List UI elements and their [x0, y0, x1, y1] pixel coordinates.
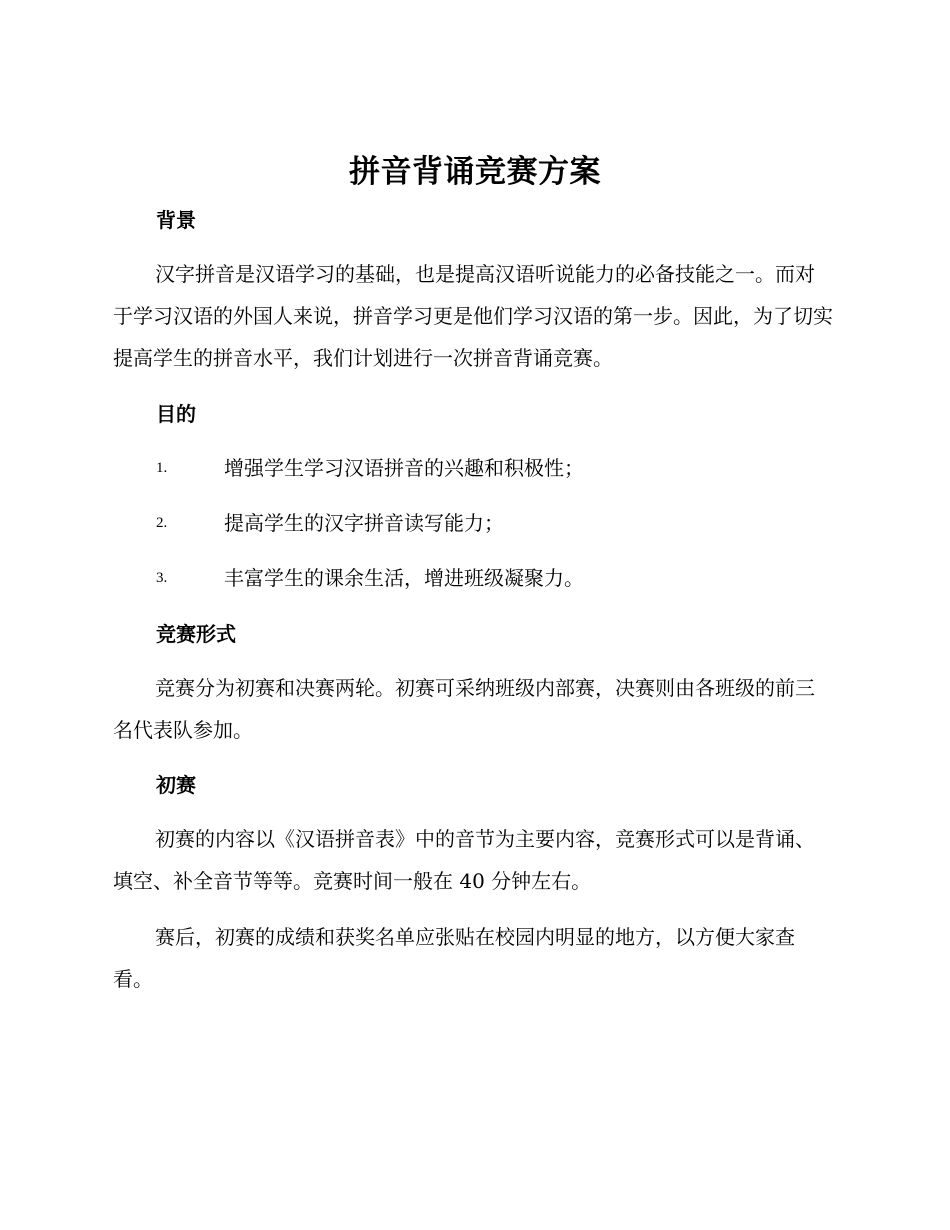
- list-text: 提高学生的汉字拼音读写能力；: [224, 511, 504, 535]
- list-text: 丰富学生的课余生活，增进班级凝聚力。: [224, 566, 584, 590]
- section-heading-background: 背景: [156, 208, 196, 232]
- preliminary-paragraph-1: 初赛的内容以《汉语拼音表》中的音节为主要内容，竞赛形式可以是背诵、填空、补全音节等等。竞赛时间一般在 40 分钟左右。: [113, 827, 815, 893]
- list-text: 增强学生学习汉语拼音的兴趣和积极性；: [224, 456, 584, 480]
- purpose-list-item: [156, 452, 836, 484]
- list-number: 3.: [156, 570, 168, 586]
- list-number: 1.: [156, 460, 168, 476]
- preliminary-paragraph-2: 赛后，初赛的成绩和获奖名单应张贴在校园内明显的地方，以方便大家查看。: [113, 925, 795, 991]
- format-paragraph: 竞赛分为初赛和决赛两轮。初赛可采纳班级内部赛，决赛则由各班级的前三名代表队参加。: [113, 676, 815, 742]
- list-number: 2.: [156, 515, 168, 531]
- purpose-list-item: [156, 507, 836, 539]
- section-heading-preliminary: 初赛: [156, 773, 196, 797]
- section-heading-format: 竞赛形式: [156, 622, 236, 646]
- section-heading-purpose: 目的: [156, 402, 196, 426]
- document-title: 拼音背诵竞赛方案: [349, 154, 601, 190]
- background-paragraph: 汉字拼音是汉语学习的基础，也是提高汉语听说能力的必备技能之一。而对于学习汉语的外国人来说，拼音学习更是他们学习汉语的第一步。因此，为了切实提高学生的拼音水平，我们计划进行一次拼音背诵竞赛。: [113, 262, 833, 370]
- purpose-list-item: [156, 562, 836, 594]
